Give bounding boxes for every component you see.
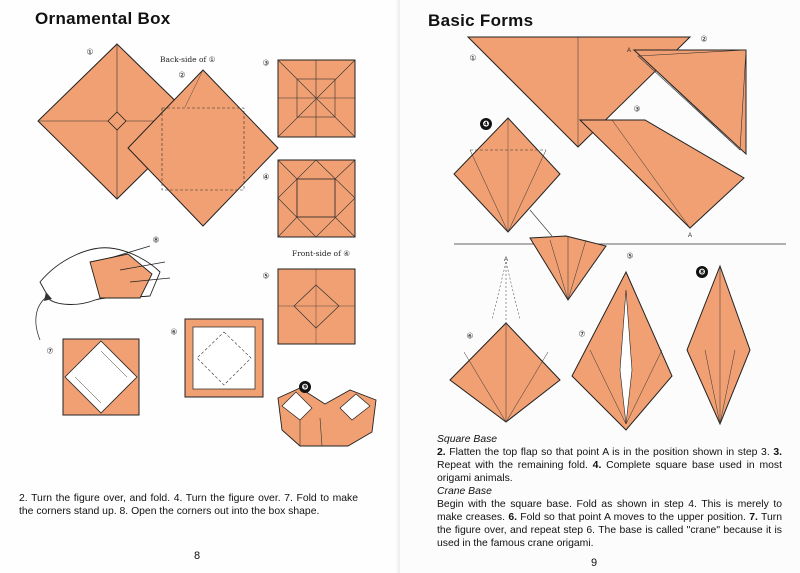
step-6-diagram xyxy=(450,262,560,422)
caption-step-4: 4. Turn the figure over. xyxy=(173,493,281,504)
caption-step-6: Fold so that point A moves to the upper position. xyxy=(520,512,746,523)
step-2-marker: ② xyxy=(700,34,708,44)
front-side-label: Front-side of ④ xyxy=(292,249,350,258)
square-base-heading: Square Base xyxy=(437,434,498,445)
step-num: 7. xyxy=(749,512,758,523)
step-3-marker: ③ xyxy=(262,58,270,68)
page-title: Ornamental Box xyxy=(35,9,171,28)
step-8-diagram xyxy=(36,246,170,340)
right-page xyxy=(400,0,800,573)
step-4-marker: ④ xyxy=(262,172,270,182)
step-1-marker: ① xyxy=(469,53,477,63)
step-6-marker: ⑥ xyxy=(466,331,474,341)
page-title: Basic Forms xyxy=(428,11,534,30)
step-4-marker: ❹ xyxy=(482,119,490,129)
step-9-marker: ❾ xyxy=(301,382,309,392)
step-5-diagram xyxy=(530,236,606,300)
back-side-label: Back-side of ① xyxy=(160,55,216,64)
caption-step-2: 2. Turn the figure over, and fold. xyxy=(19,493,171,504)
step-1-marker: ① xyxy=(86,47,94,57)
step-5-marker: ⑤ xyxy=(626,251,634,261)
caption-step-8: 8. Open the corners out into the box shape. xyxy=(119,506,320,517)
step-4-diagram xyxy=(454,118,560,236)
caption-step-5: Begin with the square base. Fold as shown in step 4. This is merely to make creases. xyxy=(437,499,782,523)
step-num: 4. xyxy=(592,460,602,471)
point-a-label: A xyxy=(504,257,509,263)
caption-step-3: Repeat with the remaining fold. xyxy=(437,460,588,471)
crane-base-heading: Crane Base xyxy=(437,486,492,497)
step-4-diagram xyxy=(278,160,355,237)
step-3-marker: ③ xyxy=(633,104,641,114)
step-2-marker: ② xyxy=(178,70,186,80)
step-5-diagram xyxy=(278,269,355,344)
step-8-marker: ❽ xyxy=(698,267,706,277)
caption-step-7: 7. Fold to make the corners stand up. xyxy=(19,493,359,517)
step-6-diagram xyxy=(185,319,263,397)
step-num: 3. xyxy=(773,447,782,458)
step-num: 6. xyxy=(508,512,517,523)
step-9-diagram xyxy=(278,388,376,446)
right-caption xyxy=(437,433,782,550)
left-caption xyxy=(19,492,358,518)
step-7-diagram xyxy=(572,272,672,430)
step-3-diagram xyxy=(278,60,355,137)
step-7-marker: ⑦ xyxy=(578,329,586,339)
step-8-marker: ⑧ xyxy=(152,235,160,245)
point-a-label: A xyxy=(627,48,632,54)
step-8-diagram xyxy=(687,266,750,424)
step-5-marker: ⑤ xyxy=(262,271,270,281)
step-7-diagram xyxy=(63,339,139,415)
step-num: 2. xyxy=(437,447,446,458)
point-a-label: A xyxy=(688,233,693,239)
page-number: 8 xyxy=(194,550,201,562)
step-6-marker: ⑥ xyxy=(170,327,178,337)
step-7-marker: ⑦ xyxy=(46,346,54,356)
page-number: 9 xyxy=(591,557,598,569)
caption-step-4: Complete square base used in most origami animals. xyxy=(437,460,783,484)
caption-step-2: Flatten the top flap so that point A is in the position shown in step 3. xyxy=(449,447,770,458)
caption-step-7: Turn the figure over, and repeat step 6. The base is called "crane" because it is used in the famous crane origami. xyxy=(437,512,782,549)
step-3-diagram xyxy=(580,120,744,228)
